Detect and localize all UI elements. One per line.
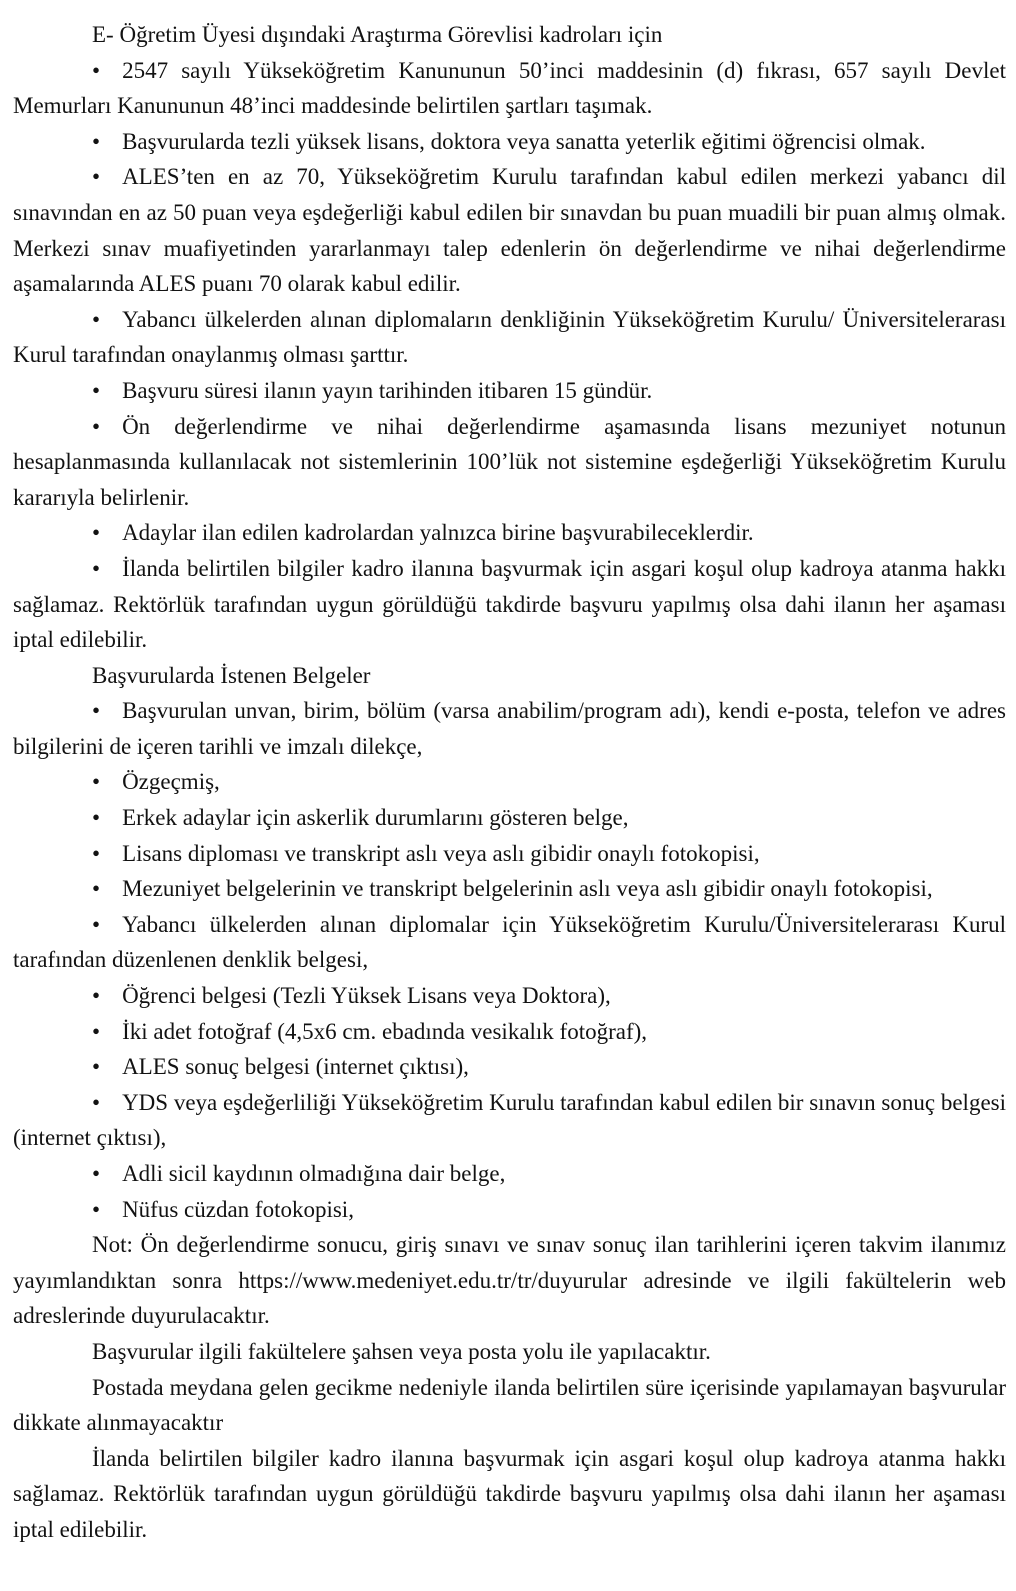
bullet-icon: •	[92, 1196, 101, 1222]
bullet-item	[13, 1085, 1006, 1156]
bullet-icon: •	[92, 555, 101, 581]
bullet-text: Lisans diploması ve transkript aslı veya aslı gibidir onaylı fotokopisi,	[122, 840, 760, 866]
bullet-text: Adli sicil kaydının olmadığına dair belge,	[122, 1161, 506, 1186]
note-paragraph	[13, 1227, 1006, 1334]
bullet-text: YDS veya eşdeğerliliği Yükseköğretim Kurulu tarafından kabul edilen bir sınavın sonuç belgesi (internet çıktısı),	[13, 1089, 1006, 1151]
bullet-icon: •	[92, 698, 101, 724]
bullet-icon: •	[92, 164, 101, 190]
bullet-item	[13, 764, 1006, 800]
bullet-item	[13, 302, 1006, 373]
bullet-icon: •	[92, 413, 101, 439]
bullet-text: İki adet fotoğraf (4,5x6 cm. ebadında vesikalık fotoğraf),	[122, 1018, 648, 1044]
postal-delay-paragraph	[13, 1370, 1006, 1441]
bullet-item	[13, 1049, 1006, 1085]
application-method-paragraph	[13, 1334, 1006, 1370]
bullet-text: Başvurularda tezli yüksek lisans, doktora veya sanatta yeterlik eğitimi öğrencisi olmak.	[122, 128, 926, 154]
bullet-icon: •	[92, 520, 101, 546]
bullet-icon: •	[92, 128, 101, 154]
bullet-text: Erkek adaylar için askerlik durumlarını gösteren belge,	[122, 805, 629, 831]
announcement-url-text: https:/​/​www.medeniyet.edu.tr/​tr/​duyurular	[238, 1267, 628, 1293]
heading-required-documents	[13, 658, 1006, 694]
paragraph-text: E- Öğretim Üyesi dışındaki Araştırma Görevlisi kadroları için	[92, 22, 663, 47]
bullet-item	[13, 978, 1006, 1014]
bullet-icon: •	[92, 57, 101, 83]
bullet-text: 2547 sayılı Yükseköğretim Kanununun 50’inci maddesinin (d) fıkrası, 657 sayılı Devlet Memurları Kanununun 48’inci maddesinde belirtilen şartları taşımak.	[13, 57, 1006, 119]
bullet-text: İlanda belirtilen bilgiler kadro ilanına başvurmak için asgari koşul olup kadroya atanma hakkı sağlamaz. Rektörlük tarafından uygun görüldüğü takdirde başvuru yapılmış olsa dahi ilanın her aşaması iptal edilebilir.	[13, 555, 1006, 653]
note-text-after-url: adresinde ve ilgili fakültelerin web adreslerinde duyurulacaktır.	[13, 1267, 1007, 1329]
paragraph-text: Başvurular ilgili fakültelere şahsen veya posta yolu ile yapılacaktır.	[92, 1338, 711, 1364]
bullet-text: Adaylar ilan edilen kadrolardan yalnızca birine başvurabileceklerdir.	[122, 520, 754, 546]
bullet-text: Yabancı ülkelerden alınan diplomalar için Yükseköğretim Kurulu/​Üniversitelerarası Kurul tarafından düzenlenen denklik belgesi,	[13, 911, 1006, 973]
bullet-item	[13, 800, 1006, 836]
bullet-item	[13, 693, 1006, 764]
bullet-icon: •	[92, 983, 101, 1009]
bullet-icon: •	[92, 769, 101, 795]
bullet-item	[13, 871, 1006, 907]
bullet-item	[13, 373, 1006, 409]
bullet-icon: •	[92, 1161, 101, 1186]
bullet-text: Öğrenci belgesi (Tezli Yüksek Lisans veya Doktora),	[122, 983, 611, 1009]
note-text-before-url: Not: Ön değerlendirme sonucu, giriş sınavı ve sınav sonuç ilan tarihlerini içeren takvim ilanımız yayımlandıktan sonra	[13, 1232, 1006, 1293]
bullet-item	[13, 124, 1006, 160]
bullet-text: Nüfus cüzdan fotokopisi,	[122, 1196, 354, 1222]
paragraph-text: İlanda belirtilen bilgiler kadro ilanına başvurmak için asgari koşul olup kadroya atanma hakkı sağlamaz. Rektörlük tarafından uygun görüldüğü takdirde başvuru yapılmış olsa dahi ilanın her aşaması iptal edilebilir.	[13, 1445, 1006, 1542]
bullet-text: Başvuru süresi ilanın yayın tarihinden itibaren 15 gündür.	[122, 377, 653, 403]
intro-line-research-assistant	[13, 17, 1006, 53]
bullet-text: Başvurulan unvan, birim, bölüm (varsa anabilim/​program adı), kendi e-posta, telefon ve adres bilgilerini de içeren tarihli ve imzalı dilekçe,	[13, 698, 1006, 759]
bullet-text: ALES’ten en az 70, Yükseköğretim Kurulu tarafından kabul edilen merkezi yabancı dil sınavından en az 50 puan veya eşdeğerliği kabul edilen bir sınavdan bu puan muadili bir puan almış olmak. Merkezi sınav muafiyetinden yararlanmayı talep edenlerin ön değerlendirme ve nihai değerlendirme aşamalarında ALES puanı 70 olarak kabul edilir.	[13, 164, 1006, 297]
paragraph-text: Postada meydana gelen gecikme nedeniyle ilanda belirtilen süre içerisinde yapılamayan başvurular dikkate alınmayacaktır	[13, 1374, 1006, 1436]
bullet-text: ALES sonuç belgesi (internet çıktısı),	[122, 1054, 469, 1080]
bullet-item	[13, 907, 1006, 978]
bullet-text: Yabancı ülkelerden alınan diplomaların denkliğinin Yükseköğretim Kurulu/ Üniversitelerarası Kurul tarafından onaylanmış olması şarttır.	[13, 306, 1006, 368]
bullet-icon: •	[92, 377, 101, 403]
bullet-icon: •	[92, 306, 101, 332]
bullet-icon: •	[92, 1089, 101, 1115]
bullet-item	[13, 53, 1006, 124]
paragraph-text: Başvurularda İstenen Belgeler	[92, 662, 371, 688]
bullet-icon: •	[92, 876, 101, 902]
bullet-icon: •	[92, 1018, 101, 1044]
bullet-text: Ön değerlendirme ve nihai değerlendirme aşamasında lisans mezuniyet notunun hesaplanmasında kullanılacak not sistemlerinin 100’lük not sistemine eşdeğerliği Yükseköğretim Kurulu kararıyla belirlenir.	[13, 413, 1006, 510]
closing-disclaimer-paragraph	[13, 1441, 1006, 1548]
bullet-icon: •	[92, 1054, 101, 1080]
bullet-item	[13, 1192, 1006, 1228]
bullet-item	[13, 515, 1006, 551]
bullet-icon: •	[92, 911, 101, 937]
bullet-item	[13, 409, 1006, 516]
bullet-text: Mezuniyet belgelerinin ve transkript belgelerinin aslı veya aslı gibidir onaylı fotokopisi,	[122, 876, 933, 902]
bullet-icon: •	[92, 805, 101, 831]
bullet-text: Özgeçmiş,	[122, 769, 220, 795]
bullet-icon: •	[92, 840, 101, 866]
bullet-item	[13, 836, 1006, 872]
bullet-item	[13, 159, 1006, 301]
bullet-item	[13, 551, 1006, 658]
bullet-item	[13, 1156, 1006, 1192]
bullet-item	[13, 1014, 1006, 1050]
